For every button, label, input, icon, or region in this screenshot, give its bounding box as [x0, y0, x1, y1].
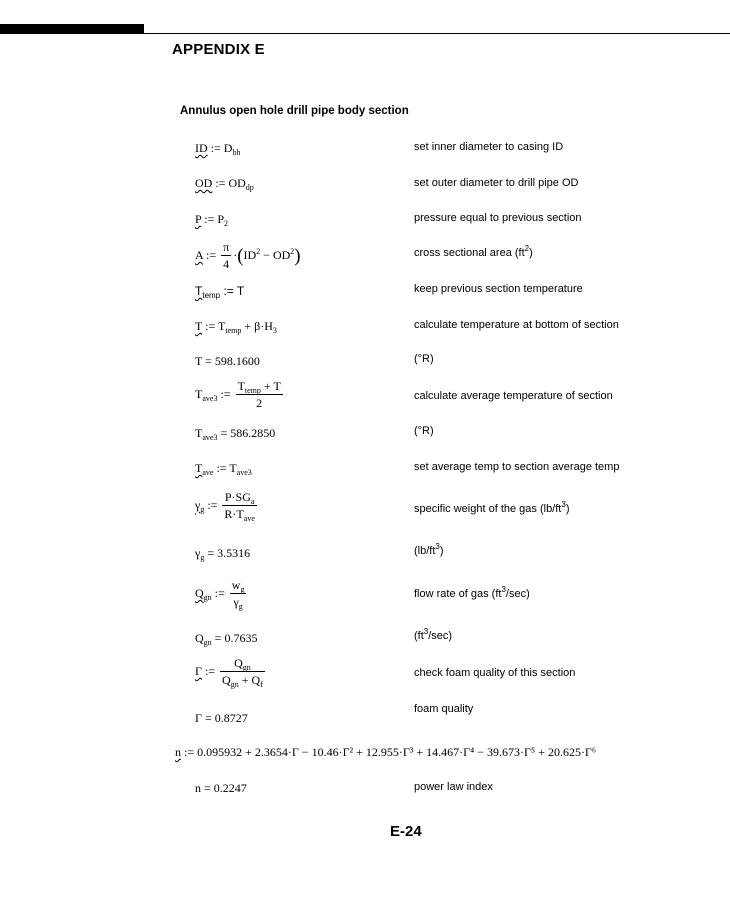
value-n: n = 0.2247: [195, 781, 247, 795]
desc-tave: set average temp to section average temp: [414, 461, 620, 473]
eq-p: P := $P_2$: [195, 212, 229, 228]
desc-foam-value: foam quality: [414, 703, 474, 715]
desc-tave3-unit: (°R): [414, 425, 434, 437]
desc-qgn-unit: $(ft^3/\sec)$: [414, 627, 453, 642]
desc-gamma-unit: $(lb/ft^3)$: [414, 542, 444, 557]
desc-qgn: flow rate of gas $(ft^3/\sec)$: [414, 585, 530, 600]
value-foam-quality: Γ = 0.8727: [195, 711, 248, 725]
eq-tave3: $T_{ave3}$ := $\frac{T_{temp} + T}{2}$: [195, 379, 281, 411]
value-t: T = 598.1600: [195, 354, 260, 368]
desc-t: calculate temperature at bottom of section: [414, 319, 619, 331]
value-qgn: $Q_{gn} = 0.7635$: [195, 631, 258, 647]
desc-od: set outer diameter to drill pipe OD: [414, 177, 579, 189]
header-bar: [0, 24, 144, 34]
header-rule: [144, 33, 730, 34]
page-number: E-24: [390, 823, 422, 840]
value-gamma: $\gamma_g = 3.5316$: [195, 546, 251, 562]
desc-id: set inner diameter to casing ID: [414, 141, 564, 153]
desc-tave3: calculate average temperature of section: [414, 390, 613, 402]
eq-id: ID := $D_{bh}$: [195, 141, 241, 157]
appendix-title: APPENDIX E: [172, 41, 265, 58]
desc-t-unit: (°R): [414, 353, 434, 365]
desc-gamma: specific weight of the gas $(lb/ft^3)$: [414, 500, 570, 515]
eq-t: T := $T_{temp} + \beta\cdot H_3$: [195, 319, 277, 335]
desc-p: pressure equal to previous section: [414, 212, 582, 224]
eq-qgn: $Q_{gn}$ := $\frac{w_g}{\gamma_g}$: [195, 578, 245, 612]
eq-tave: $T_{ave}$ := $T_{ave3}$: [195, 461, 252, 477]
eq-area: A := $\frac{\pi}{4}$ $\cdot(ID^2 - OD^2)$: [195, 240, 301, 272]
section-title: Annulus open hole drill pipe body section: [180, 105, 409, 117]
desc-area: cross sectional area $(ft^2)$: [414, 244, 533, 259]
desc-ttemp: keep previous section temperature: [414, 283, 583, 295]
eq-od: OD := $OD_{dp}$: [195, 176, 254, 192]
eq-gamma: $\gamma_g$ := $\frac{P\cdot SG_a}{R\cdot T_{ave}}$: [195, 490, 255, 524]
value-tave3: $T_{ave3} = 586.2850$: [195, 426, 276, 442]
desc-foam-check: check foam quality of this section: [414, 667, 576, 679]
eq-power-law: n := 0.095932 + 2.3654·Γ − 10.46·Γ² + 12.955·Γ³ + 14.467·Γ⁴ − 39.673·Γ⁵ + 20.625·Γ⁶: [175, 745, 597, 759]
desc-n: power law index: [414, 781, 493, 793]
eq-foam-quality: Γ := $\frac{Q_{gn}}{Q_{gn} + Q_f}$: [195, 656, 263, 690]
eq-ttemp: $T_{temp}$ := T: [195, 284, 245, 300]
